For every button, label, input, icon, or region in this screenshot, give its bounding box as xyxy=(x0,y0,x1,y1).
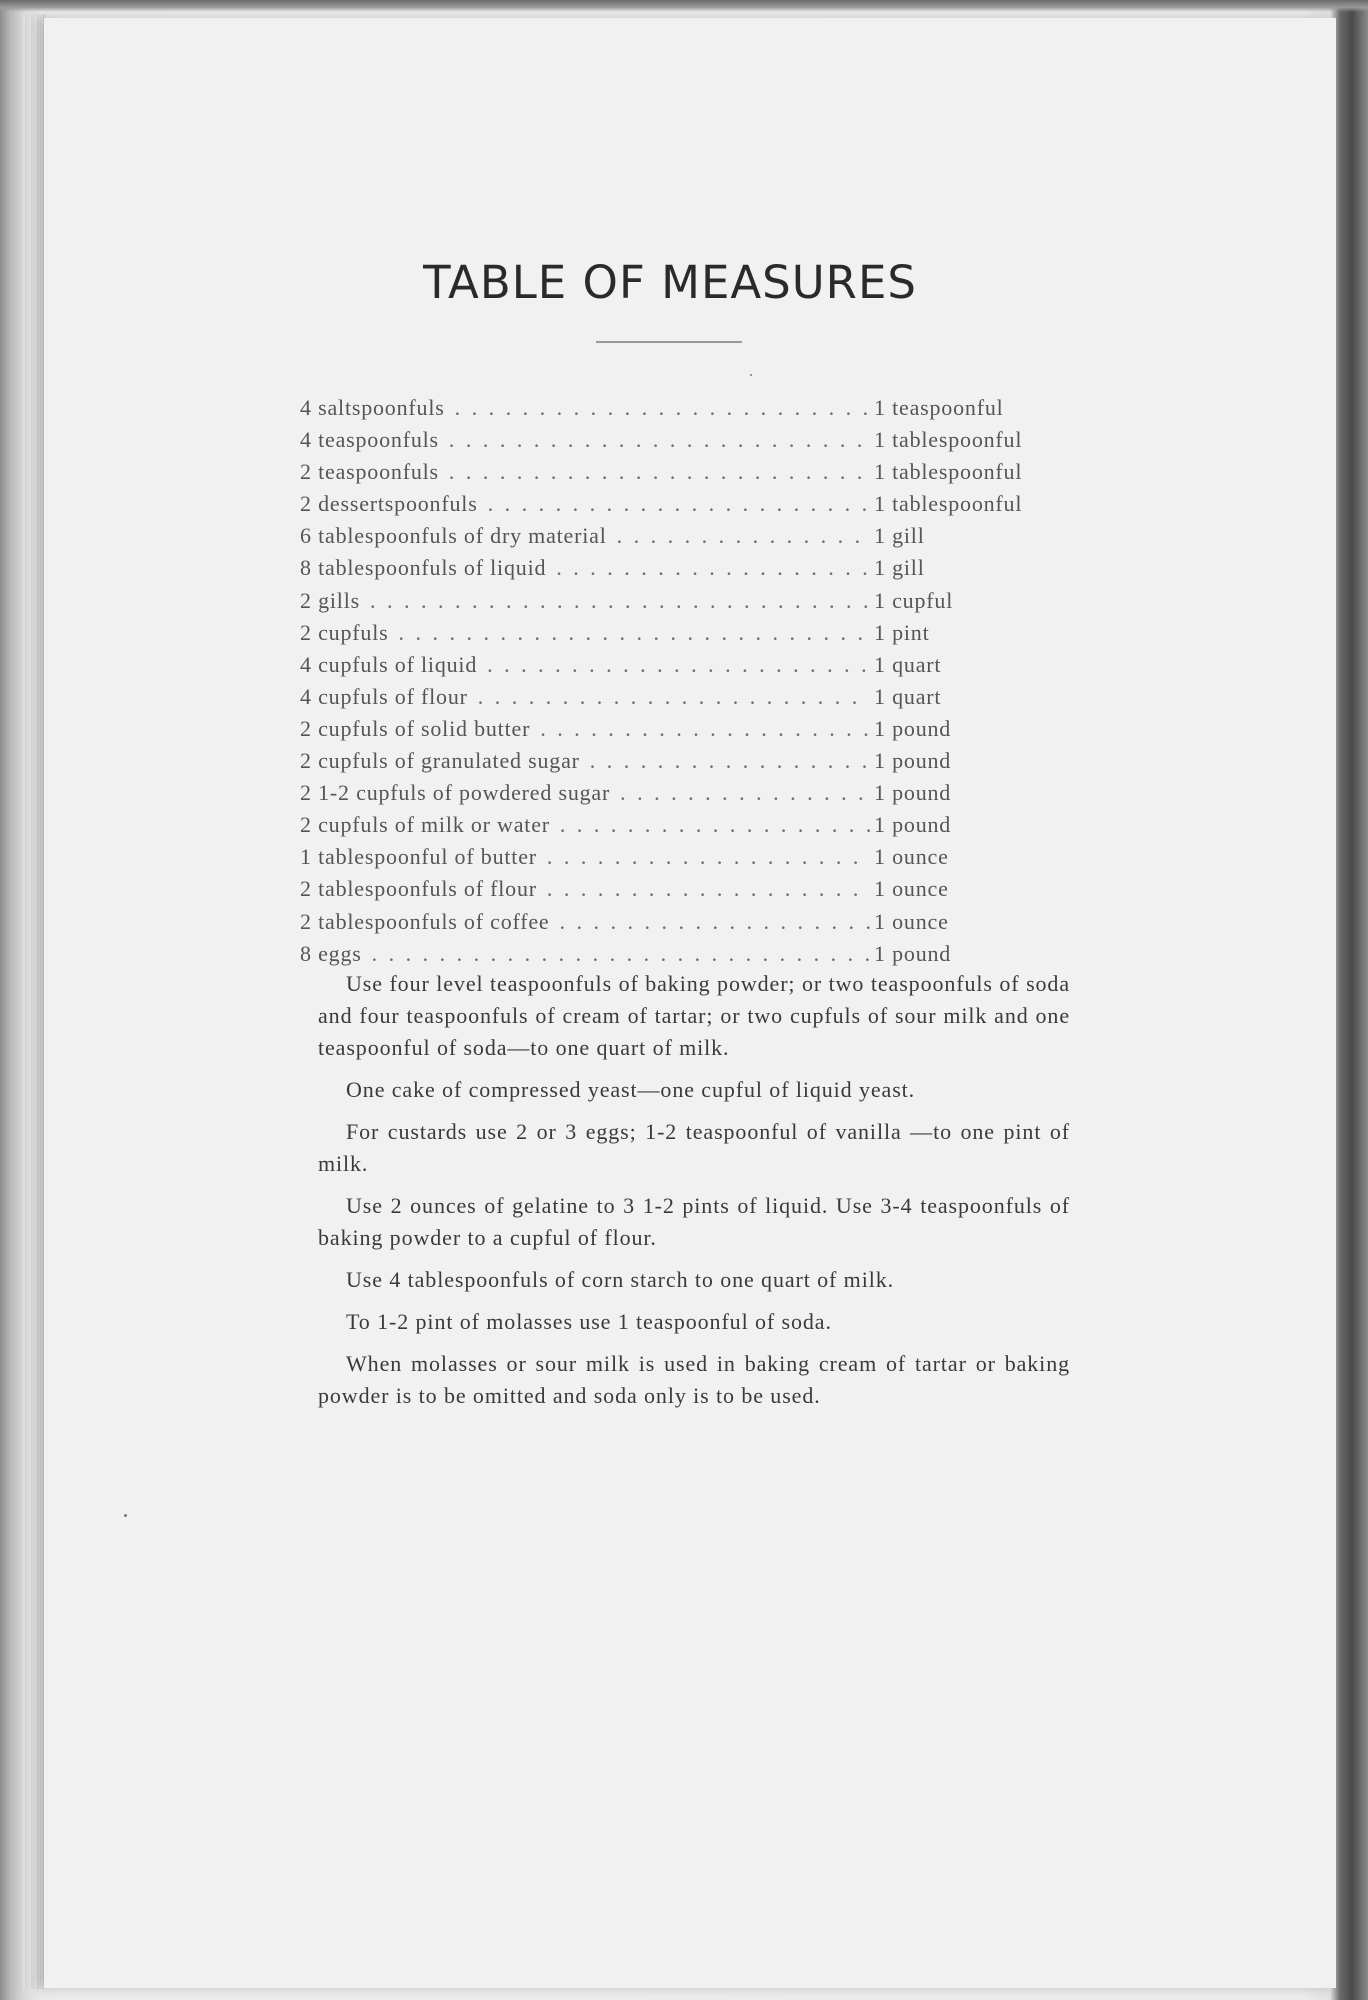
dot-leader xyxy=(478,681,870,713)
dot-leader xyxy=(398,617,870,649)
cooking-notes xyxy=(318,968,1070,1422)
measure-equivalent: 1 pound xyxy=(874,780,952,806)
measure-equivalent: 1 pound xyxy=(874,940,952,966)
dot-leader xyxy=(560,809,870,841)
measure-quantity: 1 tablespoonful of butter xyxy=(300,844,537,870)
measure-equivalent: 1 cupful xyxy=(874,587,954,613)
measure-row xyxy=(300,488,1060,520)
measure-equivalent: 1 pint xyxy=(874,619,930,645)
measure-equivalent: 1 ounce xyxy=(874,844,949,870)
dot-leader xyxy=(372,938,870,970)
measure-quantity: 2 cupfuls of granulated sugar xyxy=(300,748,580,774)
measure-quantity: 4 teaspoonfuls xyxy=(300,427,439,453)
measure-row xyxy=(300,873,1060,905)
note-paragraph: When molasses or sour milk is used in baking cream of tartar or baking powder is to be omitted and soda only is to be used. xyxy=(318,1351,1070,1408)
measure-quantity: 2 cupfuls of solid butter xyxy=(300,715,531,741)
measure-equivalent: 1 tablespoonful xyxy=(874,427,1023,453)
measure-row xyxy=(300,585,1060,617)
measure-equivalent: 1 pound xyxy=(874,748,952,774)
note-paragraph: Use four level teaspoonfuls of baking powder; or two teaspoonfuls of soda and four teaspoonfuls of cream of tartar; or two cupfuls of sour milk and one teaspoonful of soda—to one quart of milk. xyxy=(318,971,1070,1060)
measure-row xyxy=(300,520,1060,552)
dot-leader xyxy=(556,552,870,584)
measure-quantity: 2 tablespoonfuls of coffee xyxy=(300,908,550,934)
note-paragraph: Use 2 ounces of gelatine to 3 1-2 pints of liquid. Use 3-4 teaspoonfuls of baking powder to a cupful of flour. xyxy=(318,1193,1070,1250)
measure-equivalent: 1 ounce xyxy=(874,876,949,902)
measure-equivalent: 1 quart xyxy=(874,651,942,677)
measure-equivalent: 1 pound xyxy=(874,715,952,741)
dot-leader xyxy=(617,520,870,552)
dot-leader xyxy=(487,649,870,681)
dot-leader xyxy=(449,456,870,488)
dot-leader xyxy=(590,745,870,777)
dot-leader xyxy=(449,424,870,456)
dot-leader xyxy=(547,841,870,873)
measure-quantity: 2 1-2 cupfuls of powdered sugar xyxy=(300,780,611,806)
measure-row xyxy=(300,809,1060,841)
measure-row xyxy=(300,456,1060,488)
measure-quantity: 2 dessertspoonfuls xyxy=(300,491,478,517)
measure-row xyxy=(300,649,1060,681)
measure-equivalent: 1 gill xyxy=(874,523,925,549)
measure-quantity: 2 tablespoonfuls of flour xyxy=(300,876,537,902)
measure-row xyxy=(300,841,1060,873)
measure-row xyxy=(300,552,1060,584)
measure-quantity: 4 saltspoonfuls xyxy=(300,395,445,420)
measure-equivalent: 1 tablespoonful xyxy=(874,491,1023,517)
dot-leader xyxy=(488,488,870,520)
measure-quantity: 2 cupfuls xyxy=(300,619,389,645)
measure-quantity: 6 tablespoonfuls of dry material xyxy=(300,523,607,549)
measure-row xyxy=(300,617,1060,649)
measure-row xyxy=(300,938,1060,970)
dot-leader xyxy=(620,777,870,809)
dot-leader xyxy=(560,906,871,938)
measure-equivalent: 1 ounce xyxy=(874,908,949,934)
paper-speck xyxy=(750,374,752,376)
measure-row xyxy=(300,906,1060,938)
dot-leader xyxy=(547,873,870,905)
note-paragraph: For custards use 2 or 3 eggs; 1-2 teaspoonful of vanilla —to one pint of milk. xyxy=(318,1119,1070,1176)
measure-row xyxy=(300,777,1060,809)
measure-row xyxy=(300,713,1060,745)
page-stack-edges xyxy=(22,14,46,1989)
measure-equivalent: 1 pound xyxy=(874,812,952,838)
note-paragraph: Use 4 tablespoonfuls of corn starch to one quart of milk. xyxy=(346,1267,895,1292)
paper-speck xyxy=(124,1514,127,1517)
measure-quantity: 2 cupfuls of milk or water xyxy=(300,812,550,838)
dot-leader xyxy=(370,585,870,617)
dot-leader xyxy=(540,713,870,745)
measure-quantity: 8 tablespoonfuls of liquid xyxy=(300,555,547,581)
measure-quantity: 2 teaspoonfuls xyxy=(300,459,439,485)
note-paragraph: One cake of compressed yeast—one cupful of liquid yeast. xyxy=(346,1077,916,1102)
measure-equivalent: 1 tablespoonful xyxy=(874,459,1023,485)
measure-row xyxy=(300,424,1060,456)
measure-quantity: 2 gills xyxy=(300,587,360,613)
measure-row xyxy=(300,745,1060,777)
measure-quantity: 4 cupfuls of flour xyxy=(300,683,468,709)
measure-quantity: 4 cupfuls of liquid xyxy=(300,651,478,677)
page-title: TABLE OF MEASURES xyxy=(423,256,917,309)
measure-equivalent: 1 quart xyxy=(874,683,942,709)
measure-equivalent: 1 gill xyxy=(874,555,925,581)
note-paragraph: To 1-2 pint of molasses use 1 teaspoonful of soda. xyxy=(346,1309,832,1334)
measure-row xyxy=(300,392,1060,424)
measure-row xyxy=(300,681,1060,713)
dot-leader xyxy=(455,392,870,424)
measure-quantity: 8 eggs xyxy=(300,940,362,966)
title-rule xyxy=(596,341,742,343)
measure-equivalent: 1 teaspoonful xyxy=(874,395,1004,420)
measures-table xyxy=(300,392,1060,970)
